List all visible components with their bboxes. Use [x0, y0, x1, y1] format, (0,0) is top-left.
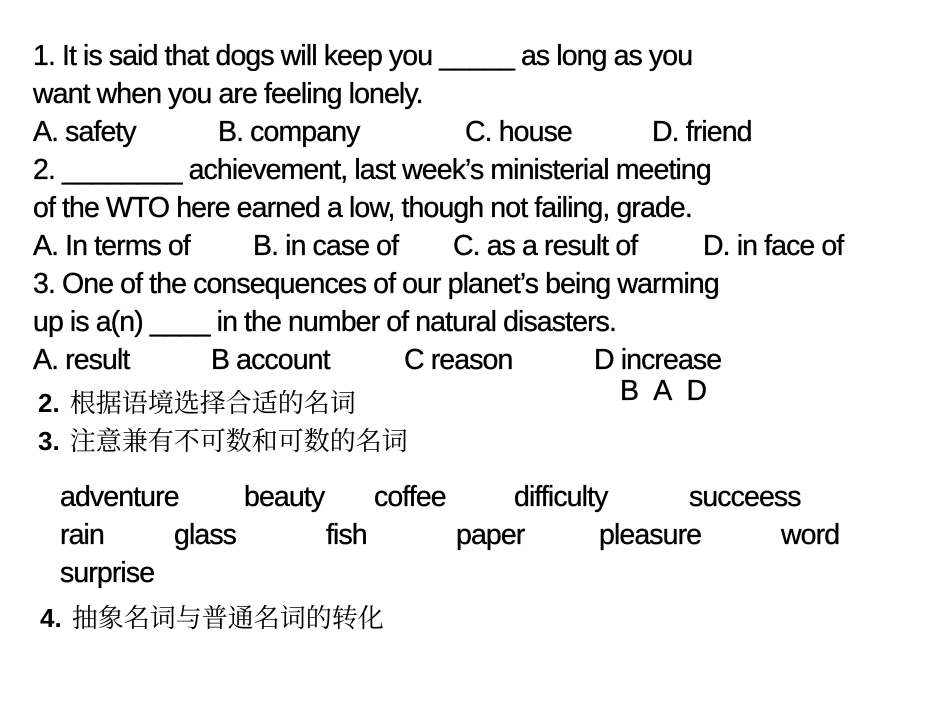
question-1-option-b: B. company — [218, 116, 360, 148]
note-3 — [38, 428, 408, 455]
note-3-text: 注意兼有不可数和可数的名词 — [69, 427, 408, 457]
note-3-number: 3. — [38, 426, 60, 456]
word-difficulty: difficulty — [514, 481, 608, 513]
question-2-line-2: of the WTO here earned a low, though not failing, grade. — [33, 192, 692, 224]
question-3-option-b: B account — [211, 344, 330, 376]
note-4-text: 抽象名词与普通名词的转化 — [71, 604, 384, 634]
word-paper: paper — [456, 519, 525, 551]
word-coffee: coffee — [374, 481, 446, 513]
question-1-option-c: C. house — [465, 116, 572, 148]
word-word: word — [781, 519, 840, 551]
word-adventure: adventure — [60, 481, 179, 513]
question-3-option-d: D increase — [594, 344, 722, 376]
question-1-line-1: 1. It is said that dogs will keep you _____ as long as you — [33, 40, 693, 72]
word-pleasure: pleasure — [599, 519, 702, 551]
question-3-option-c: C reason — [404, 344, 513, 376]
question-2-option-a: A. In terms of — [33, 230, 190, 262]
question-2-option-b: B. in case of — [253, 230, 399, 262]
word-glass: glass — [174, 519, 237, 551]
question-1-option-a: A. safety — [33, 116, 136, 148]
word-rain: rain — [60, 519, 104, 551]
note-2-number: 2. — [38, 388, 60, 418]
word-beauty: beauty — [244, 481, 325, 513]
question-3-option-a: A. result — [33, 344, 130, 376]
note-2 — [38, 390, 356, 417]
question-2-line-1: 2. ________ achievement, last week’s ministerial meeting — [33, 154, 711, 186]
question-1-option-d: D. friend — [652, 116, 752, 148]
answer-key: B A D — [620, 375, 708, 407]
question-3-line-1: 3. One of the consequences of our planet’s being warming — [33, 268, 719, 300]
word-succeess: succeess — [689, 481, 801, 513]
question-2-option-d: D. in face of — [703, 230, 844, 262]
note-4 — [40, 605, 384, 632]
question-1-line-2: want when you are feeling lonely. — [33, 78, 423, 110]
word-surprise: surprise — [60, 557, 155, 589]
note-2-text: 根据语境选择合适的名词 — [69, 389, 356, 419]
word-fish: fish — [326, 519, 367, 551]
question-3-line-2: up is a(n) ____ in the number of natural disasters. — [33, 306, 617, 338]
note-4-number: 4. — [40, 603, 62, 633]
question-2-option-c: C. as a result of — [453, 230, 638, 262]
